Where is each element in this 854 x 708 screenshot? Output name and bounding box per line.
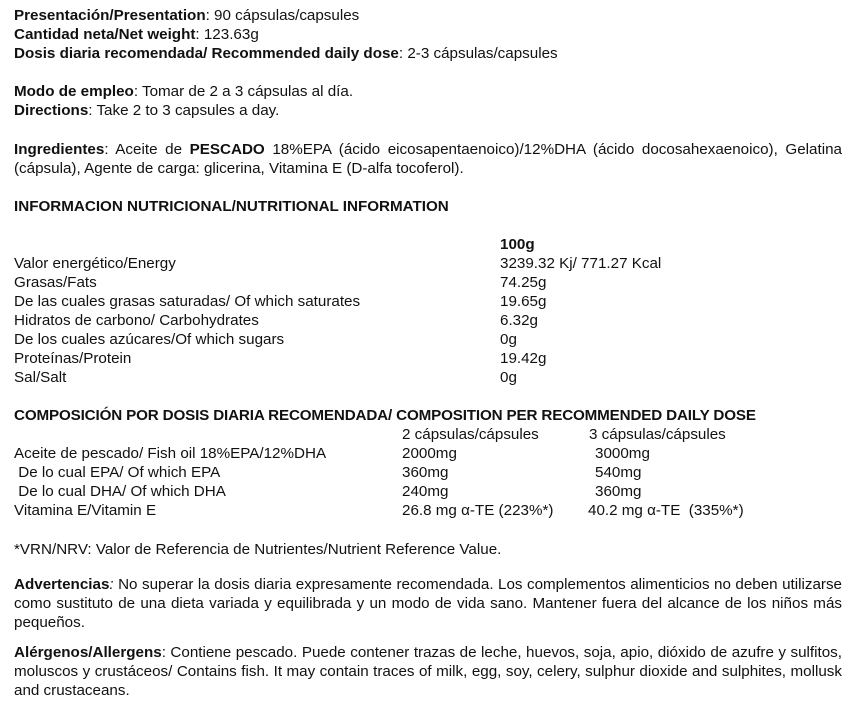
net-weight-line [14, 25, 842, 44]
composition-value-2: 360mg [402, 464, 449, 481]
nutrition-value: 0g [500, 369, 517, 386]
composition-col-3-capsules: 3 cápsulas/cápsules [589, 426, 726, 443]
composition-label: De lo cual EPA/ Of which EPA [14, 464, 221, 481]
composition-value-3: 540mg [595, 464, 642, 481]
nutrition-column-header: 100g [500, 236, 535, 253]
composition-value-2: 240mg [402, 483, 449, 500]
composition-row-vitamin-e [14, 501, 834, 520]
nutrition-label: Proteínas/Protein [14, 350, 132, 367]
allergens-label: Alérgenos/Allergens [14, 644, 162, 661]
daily-dose-line [14, 44, 842, 63]
net-weight-value: : 123.63g [195, 26, 259, 43]
nutrition-label: De las cuales grasas saturadas/ Of which saturates [14, 293, 361, 310]
nutrition-label: Valor energético/Energy [14, 255, 176, 272]
ingredients-part2: 18%EPA (ácido eicosapentaenoico)/12%DHA (ácido docosahexaenoico), Gelatina (cápsula), Agente de carga: glicerina, Vitamina E (D-alfa tocoferol). [14, 141, 842, 177]
composition-header-row [14, 425, 834, 444]
ingredients-section [14, 140, 842, 178]
warnings-text: No superar la dosis diaria expresamente recomendada. Los complementos alimenticios no deben utilizarse como sustituto de una dieta variada y equilibrada y un modo de vida sano. Mantener fuera del alcance de los niños más pequeños. [14, 576, 842, 631]
usage-en-value: : Take 2 to 3 capsules a day. [88, 102, 280, 119]
nutrition-row-salt [14, 368, 834, 387]
composition-title: COMPOSICIÓN POR DOSIS DIARIA RECOMENDADA/ COMPOSITION PER RECOMMENDED DAILY DOSE [14, 407, 756, 424]
composition-label: De lo cual DHA/ Of which DHA [14, 483, 226, 500]
nutrition-value: 74.25g [500, 274, 547, 291]
nutrition-label: Hidratos de carbono/ Carbohydrates [14, 312, 259, 329]
presentation-line [14, 6, 842, 25]
nutrition-row-carbohydrates [14, 311, 834, 330]
composition-label: Vitamina E/Vitamin E [14, 502, 157, 519]
usage-en-label: Directions [14, 102, 89, 119]
composition-value-3: 3000mg [595, 445, 650, 462]
nutrition-title: INFORMACION NUTRICIONAL/NUTRITIONAL INFORMATION [14, 198, 449, 215]
allergens-text: : Contiene pescado. Puede contener trazas de leche, huevos, soja, apio, dióxido de azufre y sulfitos, moluscos y crustáceos/ Contains fish. It may contain traces of milk, egg, soy, celery, sulphur dioxide and sulphites, mollusk and crustaceans. [14, 644, 842, 699]
warnings-label: Advertencias [14, 576, 110, 593]
composition-label: Aceite de pescado/ Fish oil 18%EPA/12%DHA [14, 445, 327, 462]
usage-es-label: Modo de empleo [14, 83, 134, 100]
usage-section [14, 82, 842, 120]
allergens-section [14, 643, 842, 700]
nutrition-value: 19.65g [500, 293, 547, 310]
nutrition-label: De los cuales azúcares/Of which sugars [14, 331, 285, 348]
composition-col-2-capsules: 2 cápsulas/cápsules [402, 426, 539, 443]
product-header [14, 6, 842, 63]
nutrition-row-saturates [14, 292, 834, 311]
usage-es-value: : Tomar de 2 a 3 cápsulas al día. [133, 83, 354, 100]
nutrition-row-sugars [14, 330, 834, 349]
ingredients-part1: : Aceite de [104, 141, 190, 158]
nutrition-value: 6.32g [500, 312, 539, 329]
nutrition-value: 0g [500, 331, 517, 348]
nutrition-row-protein [14, 349, 834, 368]
nutrition-value: 3239.32 Kj/ 771.27 Kcal [500, 255, 662, 272]
composition-row-fish-oil [14, 444, 834, 463]
ingredients-label: Ingredientes [14, 141, 105, 158]
composition-value-3: 360mg [595, 483, 642, 500]
nutrition-value: 19.42g [500, 350, 547, 367]
nutrition-label: Grasas/Fats [14, 274, 97, 291]
composition-value-2: 2000mg [402, 445, 457, 462]
nrv-footnote: *VRN/NRV: Valor de Referencia de Nutrientes/Nutrient Reference Value. [14, 541, 502, 558]
nutrition-label: Sal/Salt [14, 369, 67, 386]
composition-row-dha [14, 482, 834, 501]
presentation-value: : 90 cápsulas/capsules [205, 7, 360, 24]
composition-value-2: 26.8 mg α-TE (223%*) [402, 502, 554, 519]
warnings-section [14, 575, 842, 632]
composition-row-epa [14, 463, 834, 482]
nutrition-row-energy [14, 254, 834, 273]
daily-dose-label: Dosis diaria recomendada/ Recommended daily dose [14, 45, 399, 62]
net-weight-label: Cantidad neta/Net weight [14, 26, 196, 43]
nutrition-header-row [14, 235, 834, 254]
presentation-label: Presentación/Presentation [14, 7, 206, 24]
nutrition-row-fats [14, 273, 834, 292]
warnings-colon: : [109, 576, 114, 593]
usage-en-line [14, 101, 842, 120]
usage-es-line [14, 82, 842, 101]
composition-value-3: 40.2 mg α-TE (335%*) [588, 502, 744, 519]
ingredients-highlight: PESCADO [189, 141, 265, 158]
daily-dose-value: : 2-3 cápsulas/capsules [398, 45, 558, 62]
